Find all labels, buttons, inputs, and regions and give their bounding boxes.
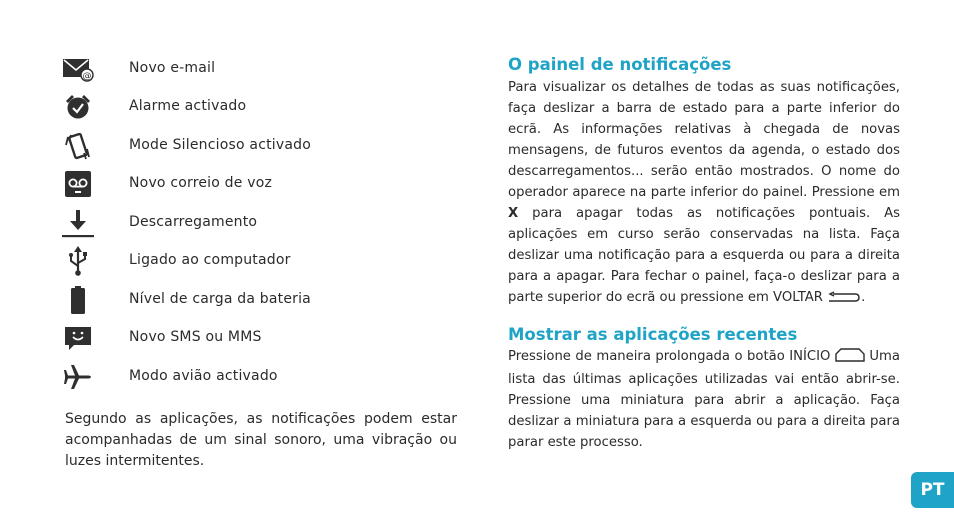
battery-icon [61,284,95,316]
icon-row-battery [0,284,440,316]
voicemail-icon [61,168,95,200]
icon-label: Modo avião activado [129,368,278,384]
icon-row-sms [0,322,440,354]
notifications-text-part1: Para visualizar os detalhes de todas as suas notificações, faça deslizar a barra de estado para a parte inferior do ecrã. As informações relativas à chegada de novas mensagens, de futuros eventos da agenda, o estado dos descarregamentos... serão então mostrados. O nome do operador aparece na parte inferior do painel. Pressione em [508,80,900,200]
download-icon [61,207,95,239]
icon-label: Novo e-mail [129,60,216,76]
icon-row-voicemail [0,168,440,200]
home-button-icon [835,348,865,369]
sms-icon [61,322,95,354]
icon-row-alarm [0,91,440,123]
icon-label: Descarregamento [129,214,258,230]
icon-label: Alarme activado [129,98,247,114]
icon-label: Ligado ao computador [129,252,291,268]
icon-row-usb [0,245,440,277]
x-key-label: X [508,206,519,221]
icon-label: Nível de carga da bateria [129,291,311,307]
icon-label: Novo SMS ou MMS [129,329,262,345]
svg-text:@: @ [82,71,92,82]
icon-label: Mode Silencioso activado [129,137,311,153]
usb-icon [61,245,95,277]
recent-apps-heading: Mostrar as aplicações recentes [508,325,798,344]
airplane-icon [61,361,95,393]
notifications-panel-paragraph [508,77,900,310]
icon-row-airplane [0,361,440,393]
notifications-panel-heading: O painel de notificações [508,55,732,74]
new-email-icon [61,53,95,85]
recent-apps-text-part1: Pressione de maneira prolongada o botão INÍCIO [508,349,831,364]
icon-row-download [0,207,440,239]
alarm-icon [61,91,95,123]
notifications-info-paragraph: Segundo as aplicações, as notificações podem estar acompanhadas de um sinal sonoro, uma vibração ou luzes intermitentes. [65,411,457,469]
silent-vibrate-icon [61,130,95,162]
notifications-end-punct: . [861,290,866,305]
icon-row-silent [0,130,440,162]
icon-label: Novo correio de voz [129,175,273,191]
back-arrow-icon [827,289,861,310]
recent-apps-text-part2: Uma lista das últimas aplicações utilizadas vai então abrir-se. Pressione uma miniatura para abrir a aplicação. Faça deslizar a miniatura para a esquerda ou para a direita para parar este processo. [508,349,900,450]
notifications-text-part2: para apagar todas as notificações pontuais. As aplicações em curso serão conservadas na lista. Faça deslizar uma notificação para a esquerda ou para a direita para a apagar. Para fechar o painel, faça-o deslizar para a parte superior do ecrã ou pressione em VOLTAR [508,206,900,305]
icon-row-new-email [0,53,440,85]
recent-apps-paragraph [508,346,900,453]
language-badge: PT [911,472,954,508]
